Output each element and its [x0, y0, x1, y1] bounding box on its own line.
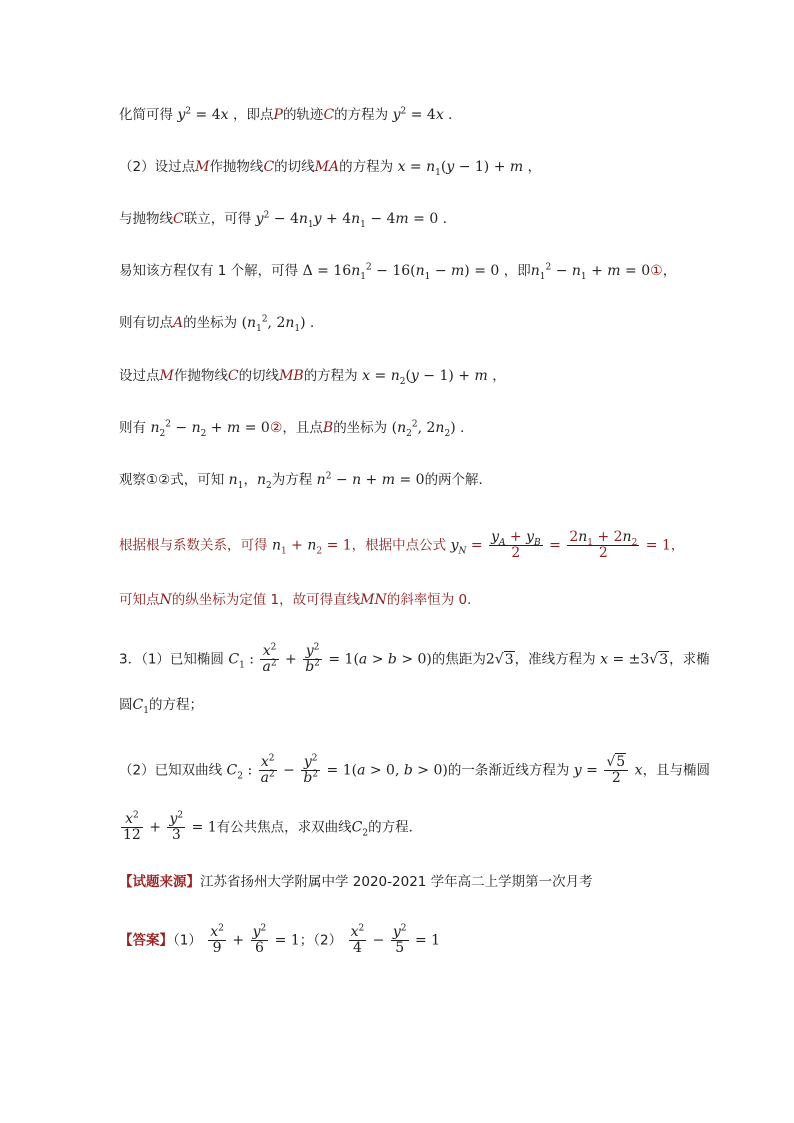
- source-label: 【试题来源】: [119, 874, 200, 890]
- line-observe: 观察①②式，可知 $n_1$，$n_2$为方程 $n^2 - n + m = 0$的两个解．: [119, 471, 493, 491]
- question-source: [119, 871, 593, 893]
- line-vieta: 根据根与系数关系，可得 $n_1 + n_2 = 1$，根据中点公式 $y_N$ = $\frac{y_A + y_B}{2}$ = $\frac{2n_1 + 2n_2}{2}$ = 1，: [119, 529, 685, 561]
- line-tangent-ma: （2）设过点M作抛物线C的切线MA的方程为 $x = n_1(y - 1) + m$ ，: [119, 159, 542, 178]
- answer-label: 【答案】: [119, 932, 173, 949]
- question-3-part-1-cont: 圆$C_1$的方程；: [119, 697, 203, 716]
- line-point-a: 则有切点A的坐标为 ($n_1^2$, $2n_1$) ．: [119, 314, 324, 334]
- line-discriminant: 易知该方程仅有 1 个解，可得 $\Delta = 16n_1^2 - 16(n_1 - m) = 0$ ，即$n_1^2 - n_1 + m$ = 0①，: [119, 262, 677, 282]
- question-3-part-2: （2）已知双曲线 $C_2$ : $\frac{x^2}{a^2}$ − $\frac{y^2}{b^2}$ = 1(a > 0, b > 0)的一条渐近线方程为 y = $\frac{√5}{2}$ x，且与椭圆: [119, 753, 711, 786]
- question-3-part-2-cont: $\frac{x^2}{12}$ + $\frac{y^2}{3}$ = 1有公共焦点，求双曲线$C_2$的方程．: [123, 810, 423, 843]
- answer-line: 【答案】（1） $\frac{x^2}{9}$ + $\frac{y^2}{6}$ = 1；（2） $\frac{x^2}{4}$ − $\frac{y^2}{5}$ = 1: [119, 923, 441, 956]
- source-text: 江苏省扬州大学附属中学 2020-2021 学年高二上学期第一次月考: [200, 874, 593, 890]
- line-point-b: 则有 $n_2^2 - n_2 + m$ = 0②，且点B的坐标为 ($n_2^2$, $2n_2$) ．: [119, 419, 474, 439]
- question-3-part-1: 3．（1）已知椭圆 $C_1$ : $\frac{x^2}{a^2}$ + $\frac{y^2}{b^2}$ = 1(a > b > 0)的焦距为2√3，准线方程为 x = ±3√3，求椭: [119, 642, 710, 675]
- line-simplify: 化简可得 $y^2 = 4x$ ，即点P的轨迹C的方程为 $y^2 = 4x$ ．: [119, 106, 462, 123]
- line-combine: 与抛物线C联立，可得 $y^2 - 4n_1y + 4n_1 - 4m = 0$ ．: [119, 210, 457, 230]
- line-tangent-mb: 设过点M作抛物线C的切线MB的方程为 $x = n_2(y - 1) + m$ ，: [119, 368, 506, 387]
- line-conclusion: 可知点N的纵坐标为定值 1，故可得直线MN的斜率恒为 0．: [119, 592, 481, 608]
